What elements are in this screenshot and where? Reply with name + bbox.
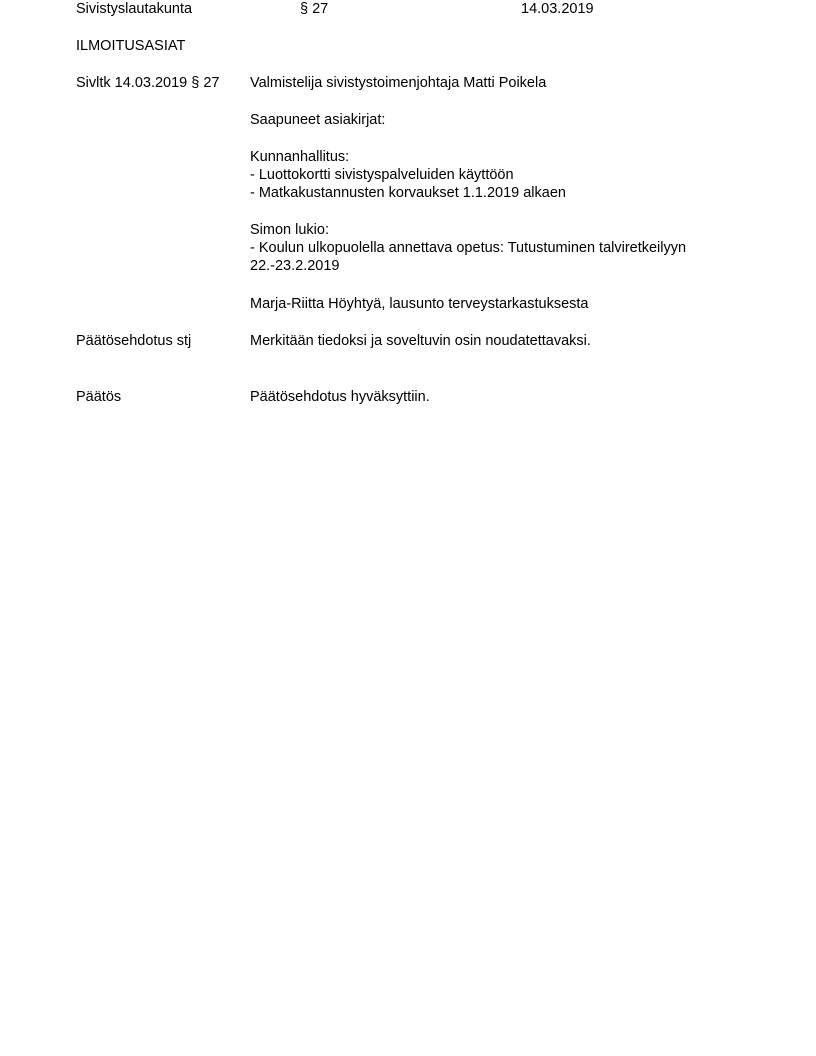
document-extra: Marja-Riitta Höyhtyä, lausunto terveystarkastuksesta <box>250 296 589 312</box>
decision-text: Päätösehdotus hyväksyttiin. <box>250 389 430 405</box>
header-section: § 27 <box>300 1 329 17</box>
header-date: 14.03.2019 <box>521 1 594 17</box>
document-group-simon-lukio <box>250 221 686 275</box>
proposal-text: Merkitään tiedoksi ja soveltuvin osin noudatettavaksi. <box>250 333 591 349</box>
list-item: - Matkakustannusten korvaukset 1.1.2019 alkaen <box>250 185 566 201</box>
group-sender: Kunnanhallitus: <box>250 149 350 165</box>
header-organ: Sivistyslautakunta <box>76 1 193 17</box>
list-item: 22.-23.2.2019 <box>250 258 340 274</box>
document-group-kunnanhallitus <box>250 148 566 202</box>
documents-heading: Saapuneet asiakirjat: <box>250 112 386 128</box>
proposal-label: Päätösehdotus stj <box>76 333 192 349</box>
list-item: - Koulun ulkopuolella annettava opetus: Tutustuminen talviretkeilyyn <box>250 240 687 256</box>
decision-label: Päätös <box>76 389 122 405</box>
group-sender: Simon lukio: <box>250 222 329 238</box>
list-item: - Luottokortti sivistyspalveluiden käyttöön <box>250 167 514 183</box>
preparer-text: Valmistelija sivistystoimenjohtaja Matti Poikela <box>250 75 547 91</box>
page-title: ILMOITUSASIAT <box>76 38 186 54</box>
reference-label: Sivltk 14.03.2019 § 27 <box>76 75 220 91</box>
